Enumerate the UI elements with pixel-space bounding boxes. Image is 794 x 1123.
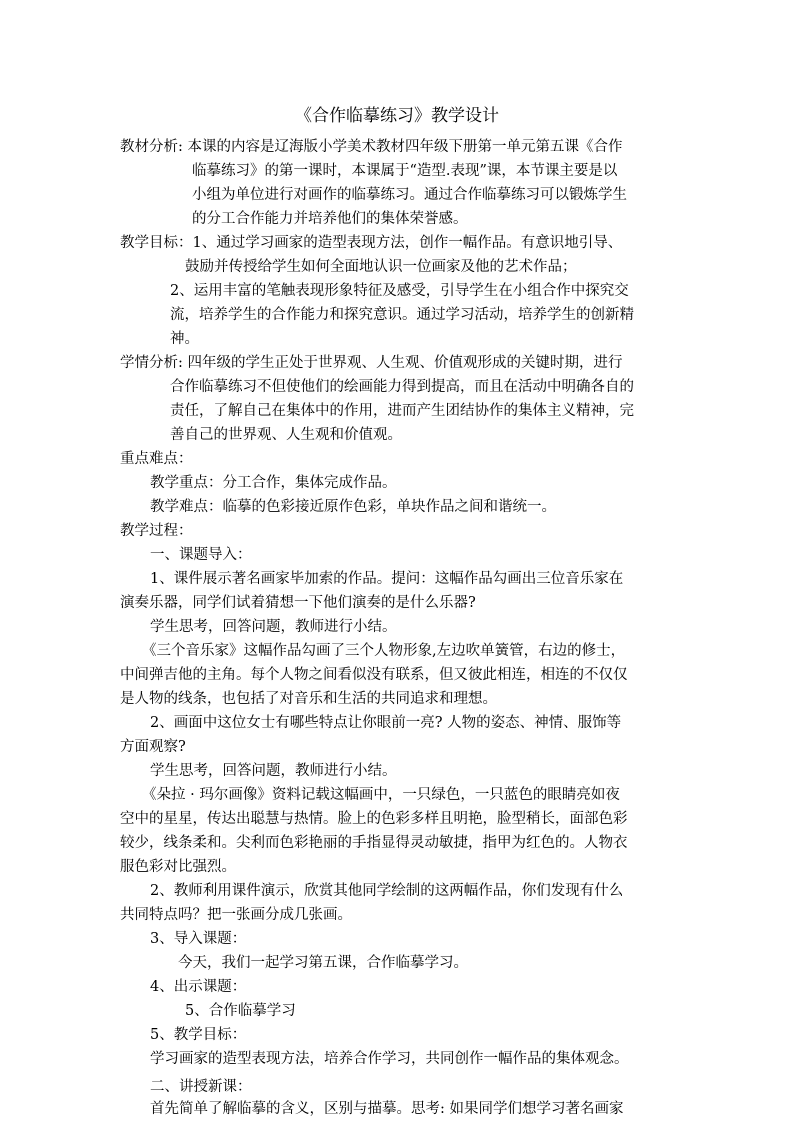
- text-line: 较少，线条柔和。尖利而色彩艳丽的手指显得灵动敏捷，指甲为红色的。人物衣: [120, 835, 628, 851]
- text-line: 重点难点：: [120, 451, 193, 467]
- text-line: 学生思考，回答问题，教师进行小结。: [150, 763, 397, 779]
- text-line: 合作临摹练习不但使他们的绘画能力得到提高，而且在活动中明确各自的: [170, 379, 634, 395]
- text-line: 学生思考，回答问题，教师进行小结。: [150, 619, 397, 635]
- text-line: 的分工合作能力并培养他们的集体荣誉感。: [192, 211, 468, 227]
- text-line: 3、导入课题：: [150, 931, 247, 947]
- text-line: 今天，我们一起学习第五课，合作临摹学习。: [178, 955, 468, 971]
- text-line: 善自己的世界观、人生观和价值观。: [170, 427, 402, 443]
- text-line: 二、讲授新课：: [150, 1079, 252, 1095]
- text-line: 方面观察?: [120, 739, 186, 755]
- text-line: 学习画家的造型表现方法，培养合作学习，共同创作一幅作品的集体观念。: [150, 1051, 629, 1067]
- text-line: 中间弹吉他的主角。每个人物之间看似没有联系，但又彼此相连，相连的不仅仅: [120, 667, 628, 683]
- text-line: 学情分析: 四年级的学生正处于世界观、人生观、价值观形成的关键时期，进行: [120, 355, 623, 371]
- text-line: 小组为单位进行对画作的临摹练习。通过合作临摹练习可以锻炼学生: [192, 187, 627, 203]
- text-line: 共同特点吗？把一张画分成几张画。: [120, 907, 352, 923]
- text-line: 流，培养学生的合作能力和探究意识。通过学习活动，培养学生的创新精: [170, 307, 634, 323]
- text-line: 服色彩对比强烈。: [120, 859, 236, 875]
- text-line: 首先简单了解临摹的含义，区别与描摹。思考: 如果同学们想学习著名画家: [150, 1101, 624, 1117]
- text-line: 5、教学目标：: [150, 1027, 247, 1043]
- text-line: 4、出示课题：: [150, 979, 247, 995]
- text-line: 教学重点：分工合作，集体完成作品。: [150, 475, 397, 491]
- text-line: 神。: [170, 331, 199, 347]
- text-line: 演奏乐器，同学们试着猜想一下他们演奏的是什么乐器?: [120, 595, 476, 611]
- text-line: 《朵拉 · 玛尔画像》资料记载这幅画中，一只绿色，一只蓝色的眼睛亮如夜: [142, 787, 620, 803]
- text-line: 5、合作临摹学习: [185, 1003, 296, 1019]
- text-line: 2、教师利用课件演示，欣赏其他同学绘制的这两幅作品，你们发现有什么: [150, 883, 624, 899]
- text-line: 教学目标：1、通过学习画家的造型表现方法，创作一幅作品。有意识地引导、: [120, 235, 623, 251]
- text-line: 1、课件展示著名画家毕加索的作品。提问：这幅作品勾画出三位音乐家在: [150, 571, 624, 587]
- text-line: 责任，了解自己在集体中的作用，进而产生团结协作的集体主义精神，完: [170, 403, 634, 419]
- text-line: 2、画面中这位女士有哪些特点让你眼前一亮? 人物的姿态、神情、服饰等: [150, 715, 622, 731]
- text-line: 教学过程：: [120, 523, 193, 539]
- text-line: 鼓励并传授给学生如何全面地认识一位画家及他的艺术作品；: [185, 259, 577, 275]
- text-line: 2、运用丰富的笔触表现形象特征及感受，引导学生在小组合作中探究交: [170, 283, 629, 299]
- text-line: 空中的星星，传达出聪慧与热情。脸上的色彩多样且明艳，脸型稍长，面部色彩: [120, 811, 628, 827]
- text-line: 教材分析: 本课的内容是辽海版小学美术教材四年级下册第一单元第五课《合作: [120, 139, 623, 155]
- text-line: 一、课题导入：: [150, 547, 252, 563]
- text-line: 是人物的线条，也包括了对音乐和生活的共同追求和理想。: [120, 691, 497, 707]
- text-line: 教学难点：临摹的色彩接近原作色彩，单块作品之间和谐统一。: [150, 499, 556, 515]
- text-line: 临摹练习》的第一课时，本课属于“造型.表现”课，本节课主要是以: [192, 163, 618, 179]
- text-line: 《三个音乐家》这幅作品勾画了三个人物形象,左边吹单簧管，右边的修士，: [142, 643, 626, 659]
- page-title: 《合作临摹练习》教学设计: [295, 106, 499, 126]
